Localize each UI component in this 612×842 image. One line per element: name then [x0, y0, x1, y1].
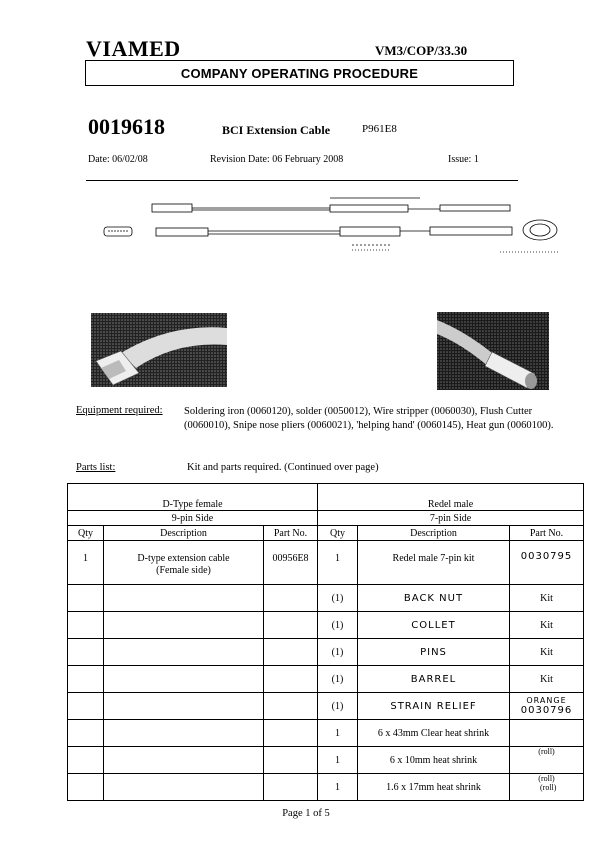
right-description: 6 x 10mm heat shrink — [358, 747, 510, 774]
cable-drawing — [90, 190, 570, 275]
parts-list-label: Parts list: — [76, 462, 116, 473]
left-side-header: 9-pin Side — [68, 511, 318, 526]
table-row — [68, 666, 584, 693]
right-part-no-cell — [510, 693, 584, 720]
description-header: Description — [358, 526, 510, 541]
right-description: 6 x 43mm Clear heat shrink — [358, 720, 510, 747]
parts-list-text: Kit and parts required. (Continued over page) — [187, 462, 379, 473]
left-qty: 1 — [68, 541, 104, 585]
left-description — [104, 541, 264, 585]
company-brand: VIAMED — [86, 36, 181, 61]
part-title: BCI Extension Cable — [222, 123, 331, 137]
right-part-no: 0030795 — [510, 541, 584, 585]
right-qty: 1 — [318, 541, 358, 585]
right-part-no: (roll) — [510, 747, 584, 774]
part-no-header: Part No. — [264, 526, 318, 541]
right-description: STRAIN RELIEF — [358, 693, 510, 720]
equipment-label: Equipment required: — [76, 405, 163, 416]
left-group-header: D-Type female — [68, 484, 318, 511]
equipment-text: Soldering iron (0060120), solder (0050012), Wire stripper (0060030), Flush Cutter (0060010), Snipe nose pliers (0060021), 'helping hand' (0060145), Heat gun (0060100). — [184, 406, 554, 431]
table-row — [68, 585, 584, 612]
right-description: BACK NUT — [358, 585, 510, 612]
right-description: 1.6 x 17mm heat shrink — [358, 774, 510, 801]
left-description-line1: D-type extension cable — [137, 553, 230, 564]
last-roll-note: (roll) — [540, 783, 557, 792]
right-qty: (1) — [318, 612, 358, 639]
right-description: Redel male 7-pin kit — [358, 541, 510, 585]
qty-header: Qty — [68, 526, 104, 541]
right-part-no: (roll) — [510, 774, 584, 801]
right-qty: 1 — [318, 747, 358, 774]
divider — [86, 180, 518, 181]
issue-number: Issue: 1 — [448, 154, 479, 165]
page-footer: Page 1 of 5 — [282, 808, 330, 819]
right-part-no: Kit — [510, 639, 584, 666]
right-qty: 1 — [318, 774, 358, 801]
left-description-line2: (Female side) — [156, 565, 211, 576]
right-qty: (1) — [318, 585, 358, 612]
table-row — [68, 541, 584, 585]
document-reference: VM3/COP/33.30 — [375, 43, 468, 58]
right-description: COLLET — [358, 612, 510, 639]
right-part-no — [510, 720, 584, 747]
right-qty: (1) — [318, 666, 358, 693]
document-title-box — [85, 60, 514, 86]
table-group-row — [68, 484, 584, 511]
left-part-no: 00956E8 — [264, 541, 318, 585]
right-description: BARREL — [358, 666, 510, 693]
parts-table — [67, 483, 584, 801]
strain-relief-colour-note: ORANGE — [526, 696, 567, 705]
right-qty: 1 — [318, 720, 358, 747]
table-row — [68, 720, 584, 747]
right-part-no: 0030796 — [520, 705, 573, 716]
right-part-no: Kit — [510, 585, 584, 612]
right-qty: (1) — [318, 693, 358, 720]
right-group-header: Redel male — [318, 484, 584, 511]
table-row — [68, 774, 584, 801]
document-title: COMPANY OPERATING PROCEDURE — [180, 65, 419, 81]
qty-header: Qty — [318, 526, 358, 541]
document-date: Date: 06/02/08 — [88, 154, 148, 165]
redel-connector-photo — [437, 312, 549, 390]
revision-date: Revision Date: 06 February 2008 — [210, 154, 344, 165]
table-column-header-row — [68, 526, 584, 541]
part-no-header: Part No. — [510, 526, 584, 541]
right-qty: (1) — [318, 639, 358, 666]
table-row — [68, 693, 584, 720]
right-part-no: Kit — [510, 612, 584, 639]
table-row — [68, 639, 584, 666]
description-header: Description — [104, 526, 264, 541]
right-description: PINS — [358, 639, 510, 666]
part-code: P961E8 — [362, 123, 397, 135]
table-row — [68, 612, 584, 639]
table-row — [68, 747, 584, 774]
right-side-header: 7-pin Side — [318, 511, 584, 526]
d-type-connector-photo — [91, 313, 227, 387]
table-side-row — [68, 511, 584, 526]
part-number: 0019618 — [88, 114, 165, 139]
right-part-no: Kit — [510, 666, 584, 693]
